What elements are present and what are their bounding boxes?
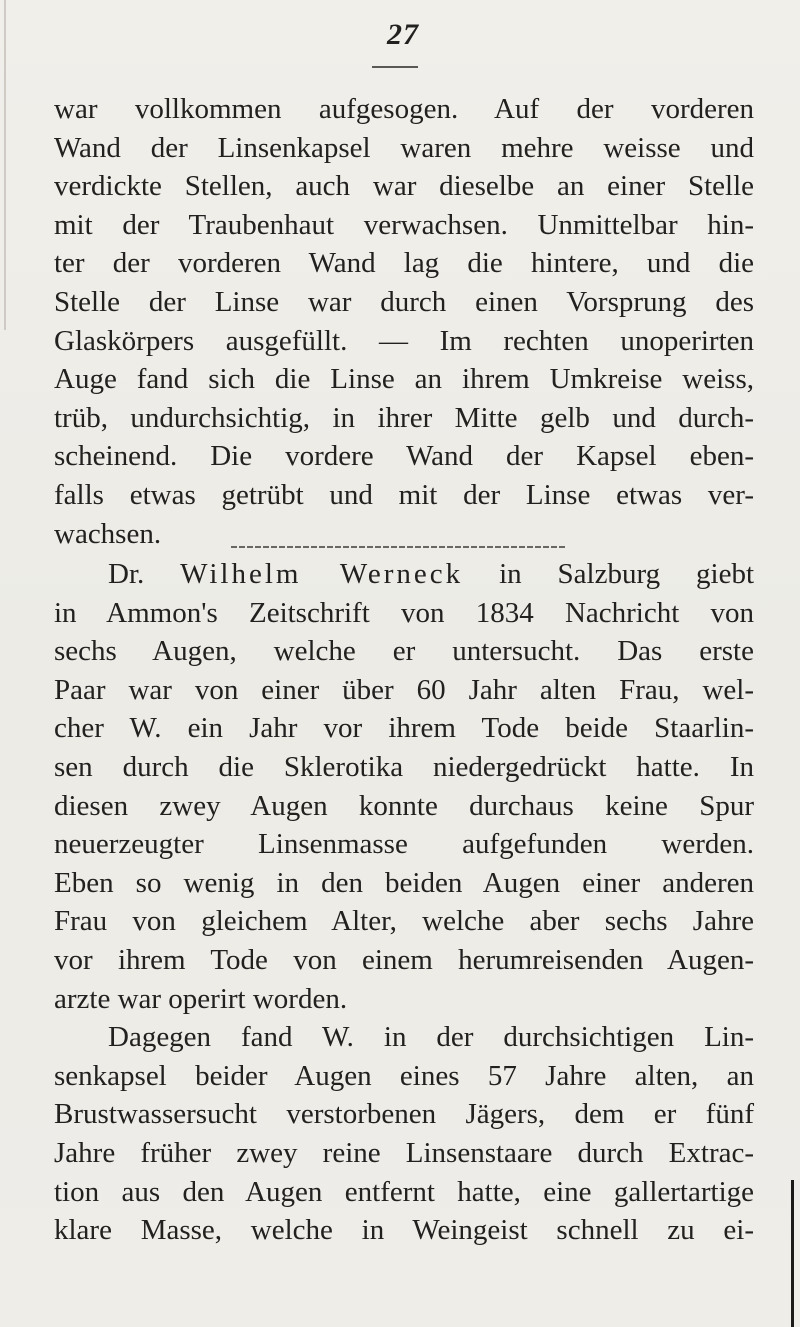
text-line: ter der vorderen Wand lag die hintere, und die [54, 247, 754, 280]
text-line: mit der Traubenhaut verwachsen. Unmittelbar hin- [54, 208, 754, 241]
paragraph-1 [54, 90, 754, 553]
text-line: vor ihrem Tode von einem herumreisenden Augen- [54, 943, 754, 976]
page-number-rule [372, 66, 418, 68]
text-line: sen durch die Sklerotika niedergedrückt hatte. In [54, 750, 754, 783]
text-line: Wand der Linsenkapsel waren mehre weisse und [54, 131, 754, 164]
page-number: 27 [387, 18, 419, 51]
text-line: Eben so wenig in den beiden Augen einer anderen [54, 866, 754, 899]
section-divider [231, 546, 567, 548]
text-line: Auge fand sich die Linse an ihrem Umkreise weiss, [54, 363, 754, 396]
text-line: Brustwassersucht verstorbenen Jägers, dem er fünf [54, 1098, 754, 1131]
text-line: arzte war operirt worden. [54, 982, 348, 1015]
text-line: Paar war von einer über 60 Jahr alten Frau, wel- [54, 673, 754, 706]
text-line: in Ammon's Zeitschrift von 1834 Nachricht von [54, 596, 754, 629]
text-line: trüb, undurchsichtig, in ihrer Mitte gelb und durch- [54, 401, 754, 434]
text-line: sechs Augen, welche er untersucht. Das erste [54, 635, 754, 668]
text-line: diesen zwey Augen konnte durchaus keine Spur [54, 789, 754, 822]
text-line: Frau von gleichem Alter, welche aber sechs Jahre [54, 905, 754, 938]
text-line: scheinend. Die vordere Wand der Kapsel eben- [54, 440, 754, 473]
text-line: Glaskörpers ausgefüllt. — Im rechten unoperirten [54, 324, 754, 357]
text-line: falls etwas getrübt und mit der Linse etwas ver- [54, 478, 754, 511]
scan-edge-right [791, 1180, 794, 1327]
text-line: cher W. ein Jahr vor ihrem Tode beide Staarlin- [54, 712, 754, 745]
text-line: verdickte Stellen, auch war dieselbe an einer Stelle [54, 170, 754, 203]
text-line: wachsen. [54, 517, 162, 550]
author-name: Wilhelm Werneck [180, 558, 464, 590]
text-line: neuerzeugter Linsenmasse aufgefunden werden. [54, 828, 754, 861]
line-suffix: in Salzburg giebt [463, 558, 754, 590]
text-line: Dagegen fand W. in der durchsichtigen Lin- [108, 1021, 754, 1054]
paragraph-2 [54, 555, 754, 1250]
text-line: klare Masse, welche in Weingeist schnell zu ei- [54, 1214, 754, 1247]
text-line: Jahre früher zwey reine Linsenstaare durch Extrac- [54, 1136, 754, 1169]
text-line: senkapsel beider Augen eines 57 Jahre alten, an [54, 1059, 754, 1092]
scan-edge-left [4, 0, 6, 330]
text-line: tion aus den Augen entfernt hatte, eine gallertartige [54, 1175, 754, 1208]
text-line: Stelle der Linse war durch einen Vorsprung des [54, 285, 754, 318]
text-line [54, 555, 754, 594]
line-prefix: Dr. [108, 558, 181, 590]
text-line: war vollkommen aufgesogen. Auf der vorderen [54, 93, 754, 125]
